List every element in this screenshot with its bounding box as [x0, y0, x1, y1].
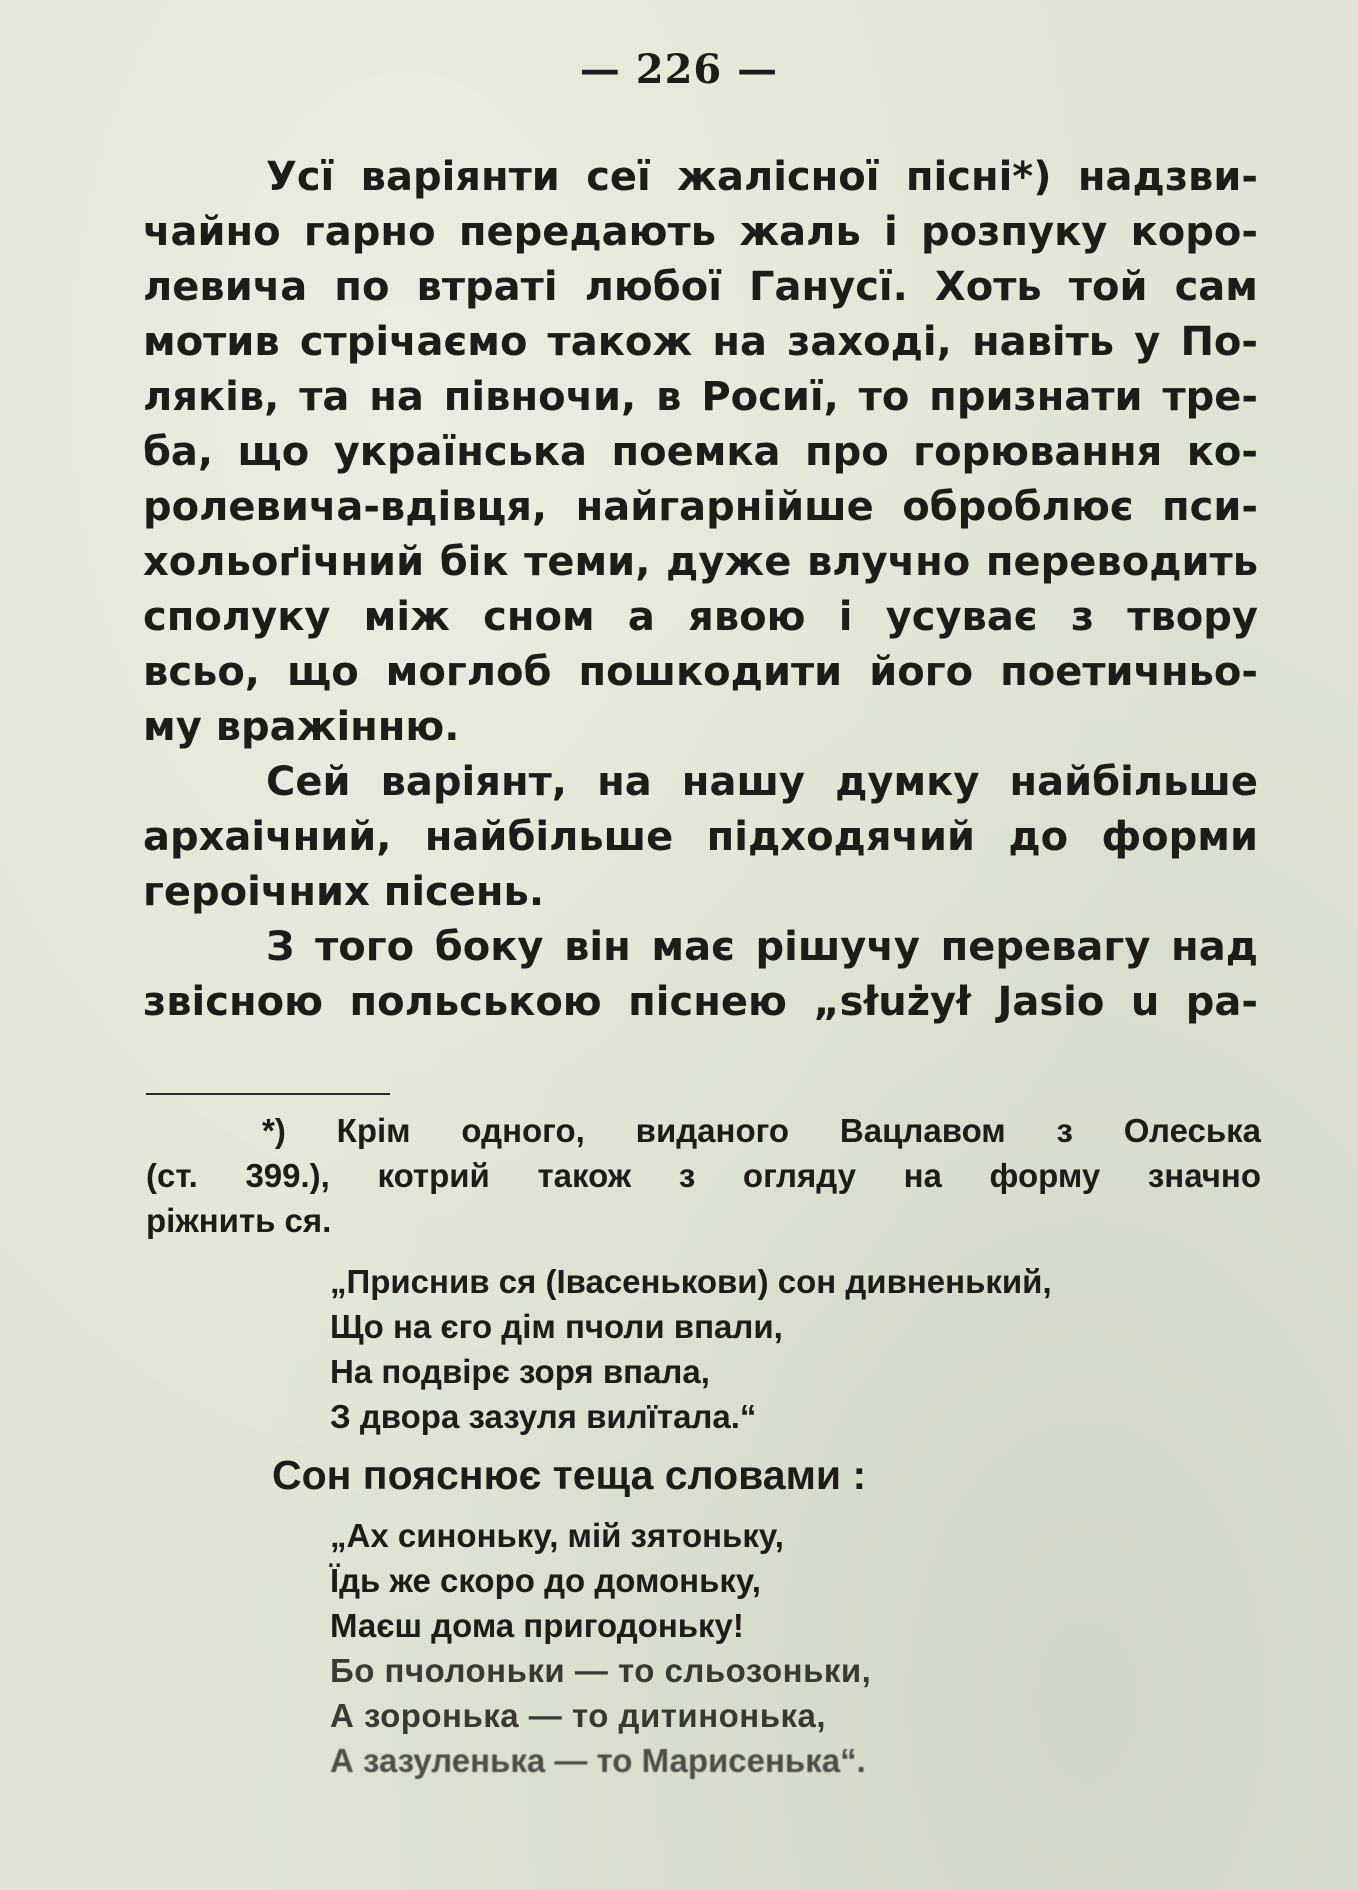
footnote [146, 1108, 1261, 1243]
text-line: мотив стрічаємо також на заході, навіть у По- [143, 319, 1258, 365]
main-text [143, 150, 1258, 1030]
text-line: му вражінню. [143, 704, 460, 750]
text-line: архаічний, найбільше підходячий до форми [143, 814, 1258, 860]
text-line: сполуку між сном а явою і усуває з твору [143, 594, 1258, 640]
text-line: ба, що українська поемка про горювання ко- [143, 429, 1258, 475]
text-line: Усї варіянти сеї жалісної пісні*) надзви- [266, 154, 1258, 200]
verse-line: Бо пчолоньки — то сльозоньки, [330, 1652, 872, 1689]
footnote-line: (ст. 399.), котрий також з огляду на форму значно [146, 1157, 1261, 1194]
verse-line: А зазуленька — то Марисенька“. [330, 1742, 866, 1779]
text-line: З того боку він має рішучу перевагу над [266, 924, 1258, 970]
text-line: ляків, та на півночи, в Росиї, то признати тре- [143, 374, 1258, 420]
verse-line: „Приснив ся (Івасенькови) сон дивненький, [330, 1263, 1052, 1300]
page-number: — 226 — [579, 46, 779, 93]
text-line: героічних пісень. [143, 869, 545, 915]
footnote-line: *) Крім одного, виданого Вацлавом з Олеська [262, 1112, 1261, 1149]
verse-quote-dream [330, 1259, 1052, 1439]
verse-line: На подвірє зоря впала, [330, 1353, 710, 1390]
verse-line: Що на єго дім пчоли впали, [330, 1308, 783, 1345]
footnote-line: ріжнить ся. [146, 1202, 332, 1239]
text-line: звісною польською піснею „służył Jasio u ра- [143, 979, 1258, 1025]
footnote-divider [146, 1093, 390, 1095]
text-line: левича по втраті любої Ганусї. Хоть той сам [143, 264, 1258, 310]
text-line: хольоґічний бік теми, дуже влучно переводить [143, 539, 1258, 585]
text-line: ролевича-вдівця, найгарнійше оброблює пси- [143, 484, 1258, 530]
text-line: всьо, що моглоб пошкодити його поетичньо- [143, 649, 1258, 695]
verse-line: З двора зазуля вилїтала.“ [330, 1398, 757, 1435]
verse-line: Маєш дома пригодоньку! [330, 1607, 744, 1644]
text-line: чайно гарно передають жаль і розпуку коро- [143, 209, 1258, 255]
verse-quote-explanation [330, 1513, 871, 1783]
verse-line: А зоронька — то дитинонька, [330, 1697, 827, 1734]
verse-intro: Сон пояснює теща словами : [272, 1452, 867, 1498]
verse-line: Їдь же скоро до домоньку, [330, 1562, 761, 1599]
verse-line: „Ах синоньку, мій зятоньку, [330, 1517, 784, 1554]
text-line: Сей варіянт, на нашу думку найбільше [266, 759, 1258, 805]
